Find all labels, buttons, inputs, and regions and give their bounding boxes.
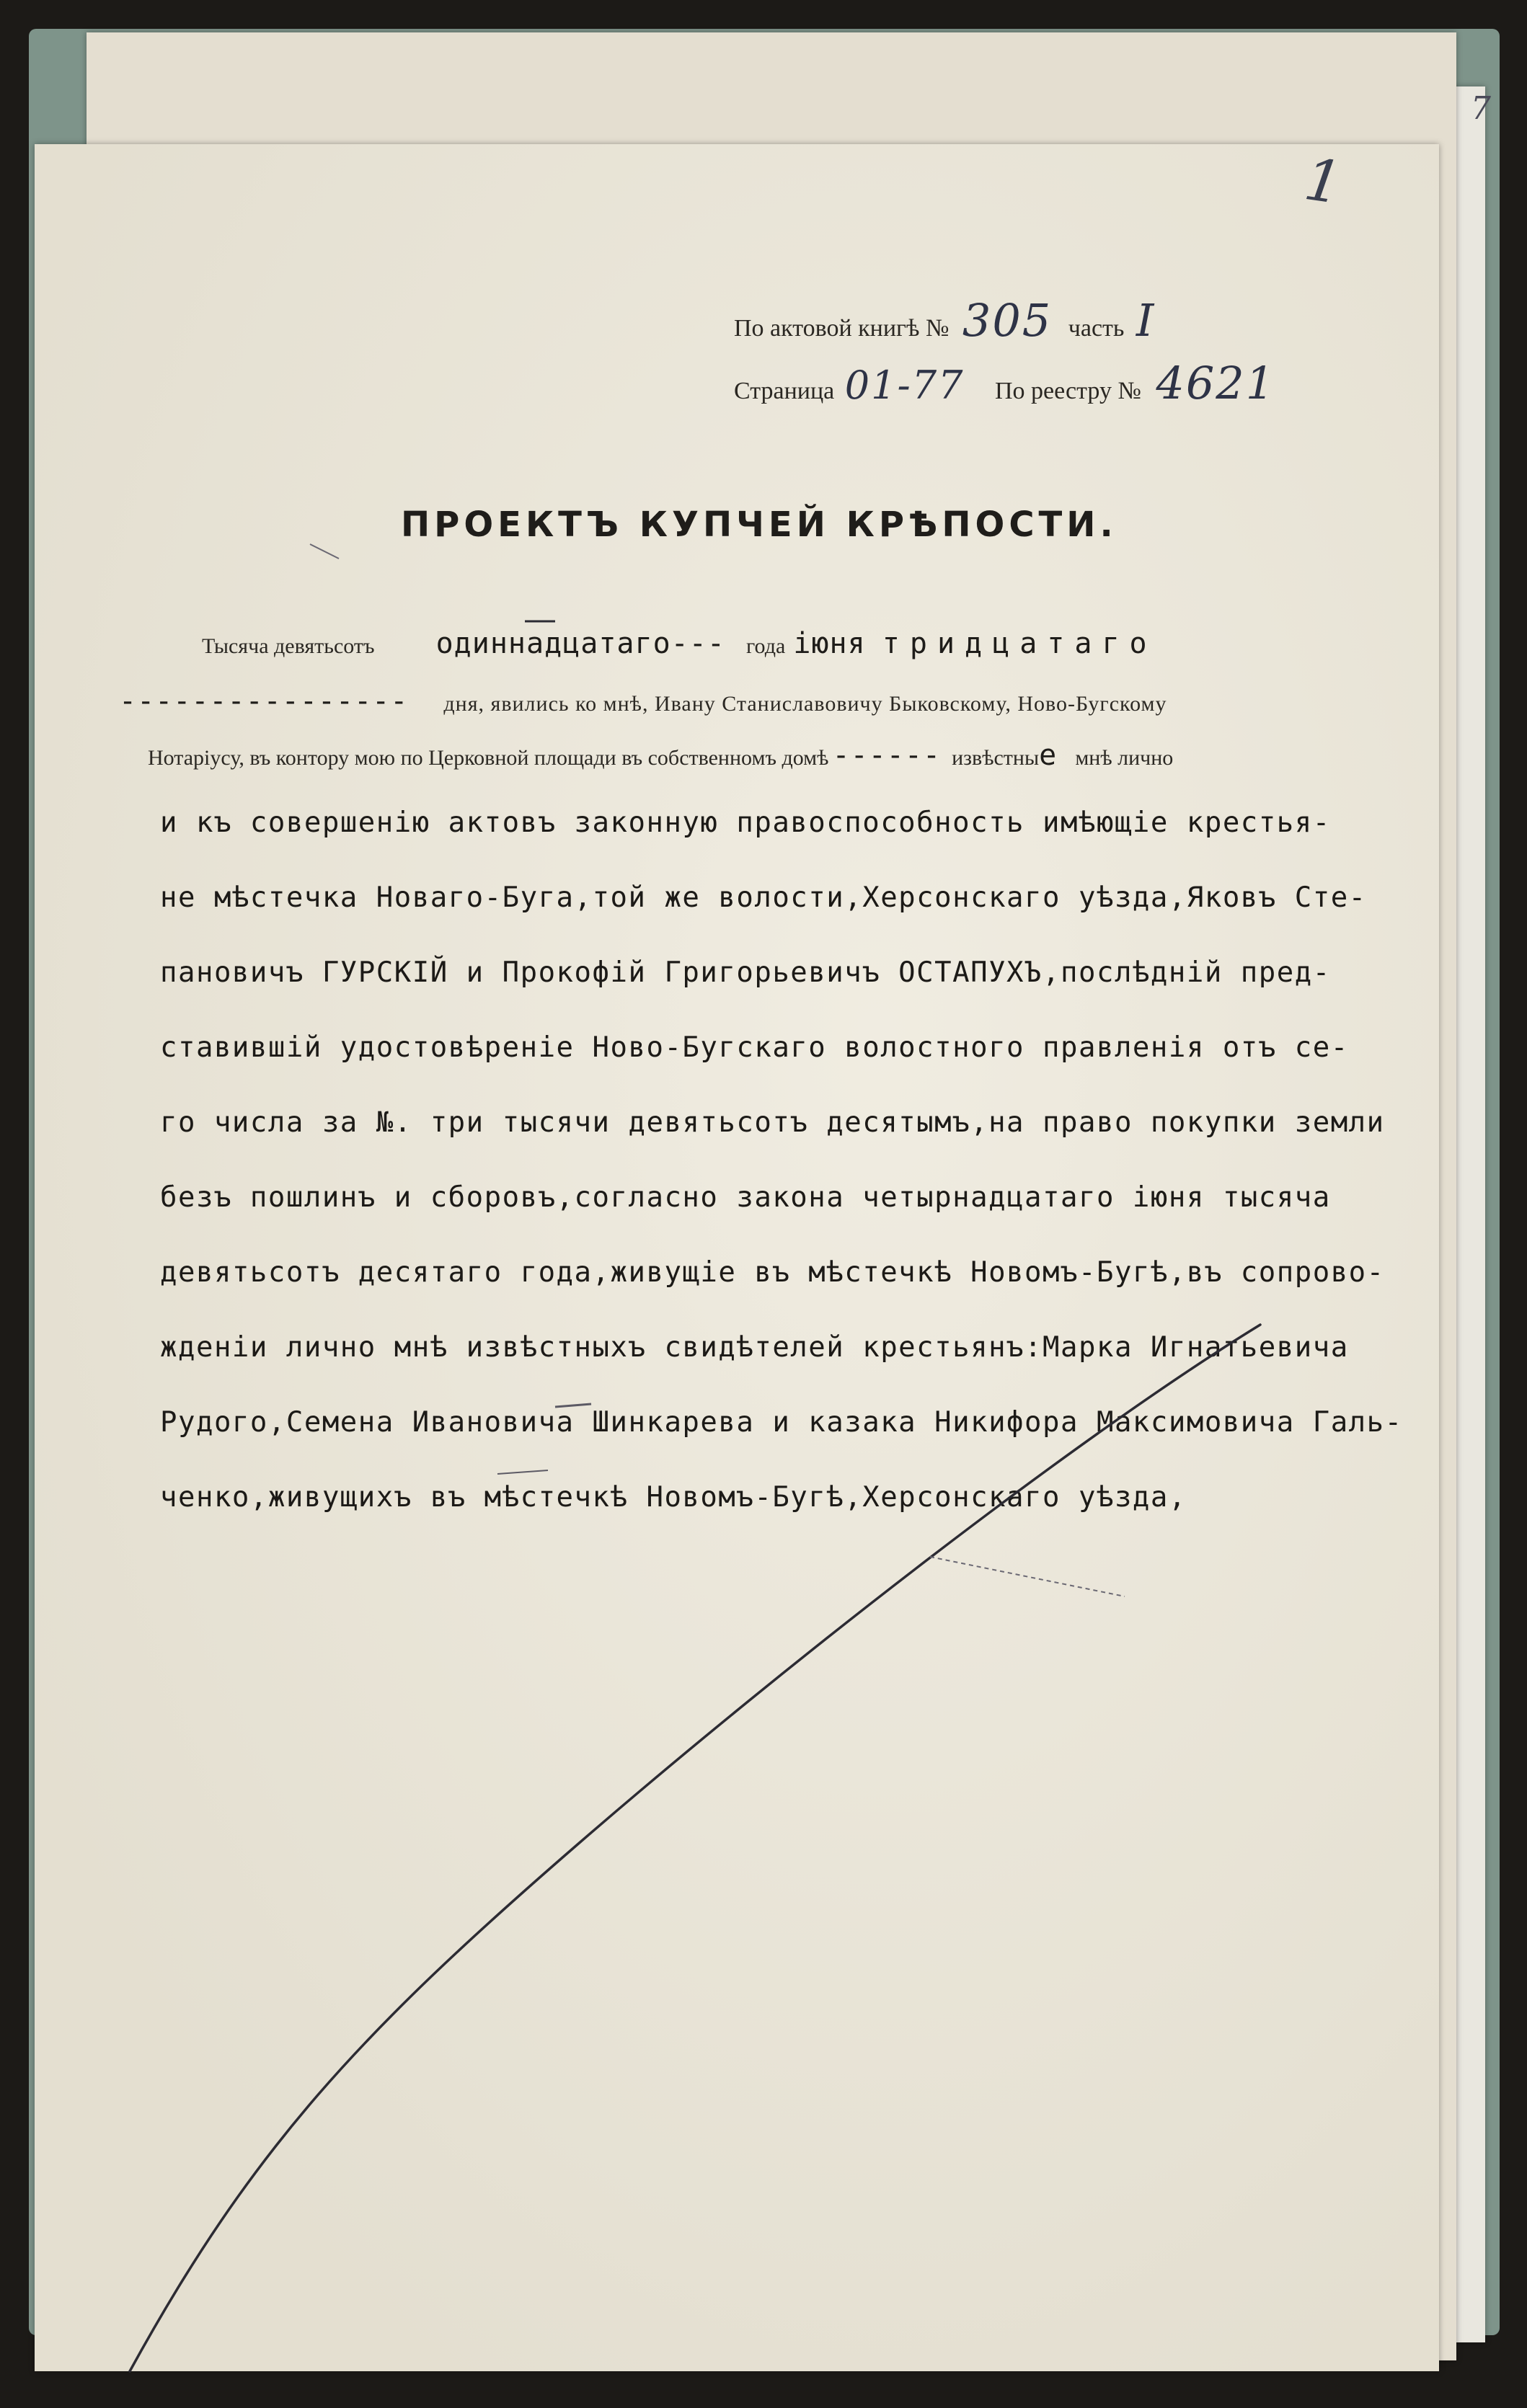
body-line: ченко,живущихъ въ мѣстечкѣ Новомъ-Бугѣ,Херсонскаго уѣзда, bbox=[160, 1481, 1187, 1514]
ink-tick bbox=[555, 1404, 591, 1407]
year-typed: одиннадцатаго--- bbox=[435, 627, 725, 660]
office-dashes: ------ bbox=[832, 739, 942, 772]
part-label: часть bbox=[1068, 315, 1125, 342]
folio-number: 1 bbox=[1300, 145, 1347, 218]
registry-label: По реестру № bbox=[994, 378, 1141, 404]
body-line: безъ пошлинъ и сборовъ,согласно закона четырнадцатаго іюня тысяча bbox=[160, 1181, 1331, 1214]
body-line: девятьсотъ десятаго года,живущіе въ мѣстечкѣ Новомъ-Бугѣ,въ сопрово- bbox=[160, 1256, 1385, 1289]
body-line: го числа за №. три тысячи девятьсотъ десятымъ,на право покупки земли bbox=[160, 1106, 1385, 1139]
body-line: Рудого,Семена Ивановича Шинкарева и казака Никифора Максимовича Галь- bbox=[160, 1406, 1403, 1439]
part-number: I bbox=[1136, 294, 1156, 347]
body-line: ставившій удостовѣреніе Ново-Бугскаго волостного правленія отъ се- bbox=[160, 1031, 1349, 1064]
body-line: жденіи лично мнѣ извѣстныхъ свидѣтелей крестьянъ:Марка Игнатьевича bbox=[160, 1331, 1349, 1364]
ink-tick bbox=[310, 544, 339, 559]
document-title: ПРОЕКТЪ КУПЧЕЙ КРѢПОСТИ. bbox=[401, 505, 1117, 545]
page-number: 01-77 bbox=[844, 363, 965, 408]
office-line: Нотаріусу, въ контору мою по Церковной площади въ собственномъ домѣ bbox=[148, 746, 829, 770]
known-word-ending: е bbox=[1039, 739, 1058, 772]
day-typed: тридцатаго bbox=[882, 627, 1157, 660]
cancellation-stroke bbox=[130, 1325, 1260, 2371]
ink-tick bbox=[497, 1470, 548, 1474]
registry-number: 4621 bbox=[1156, 357, 1276, 409]
akt-book-number: 305 bbox=[962, 294, 1053, 347]
body-line: не мѣстечка Новаго-Буга,той же волости,Херсонскаго уѣзда,Яковъ Сте- bbox=[160, 881, 1367, 914]
known-word: извѣстны bbox=[952, 746, 1040, 770]
ink-tick bbox=[930, 1557, 1125, 1596]
akt-book-label: По актовой книгѣ № bbox=[734, 315, 950, 342]
month-typed: іюня bbox=[793, 627, 866, 660]
body-line: и къ совершенію актовъ законную правоспособность имѣющіе крестья- bbox=[160, 807, 1331, 839]
back-folio-number: 7 bbox=[1471, 90, 1491, 127]
year-prefix: Тысяча девятьсотъ bbox=[202, 634, 375, 658]
dashes-fill: ---------------- bbox=[119, 685, 409, 718]
known-tail: мнѣ лично bbox=[1075, 746, 1174, 770]
year-suffix: года bbox=[746, 634, 786, 658]
body-line: пановичъ ГУРСКІЙ и Прокофій Григорьевичъ ОСТАПУХЪ,послѣдній пред- bbox=[160, 956, 1331, 989]
notary-line: дня, явились ко мнѣ, Ивану Станиславовичу Быковскому, Ново-Бугскому bbox=[443, 692, 1167, 716]
page-label: Страница bbox=[734, 378, 835, 404]
